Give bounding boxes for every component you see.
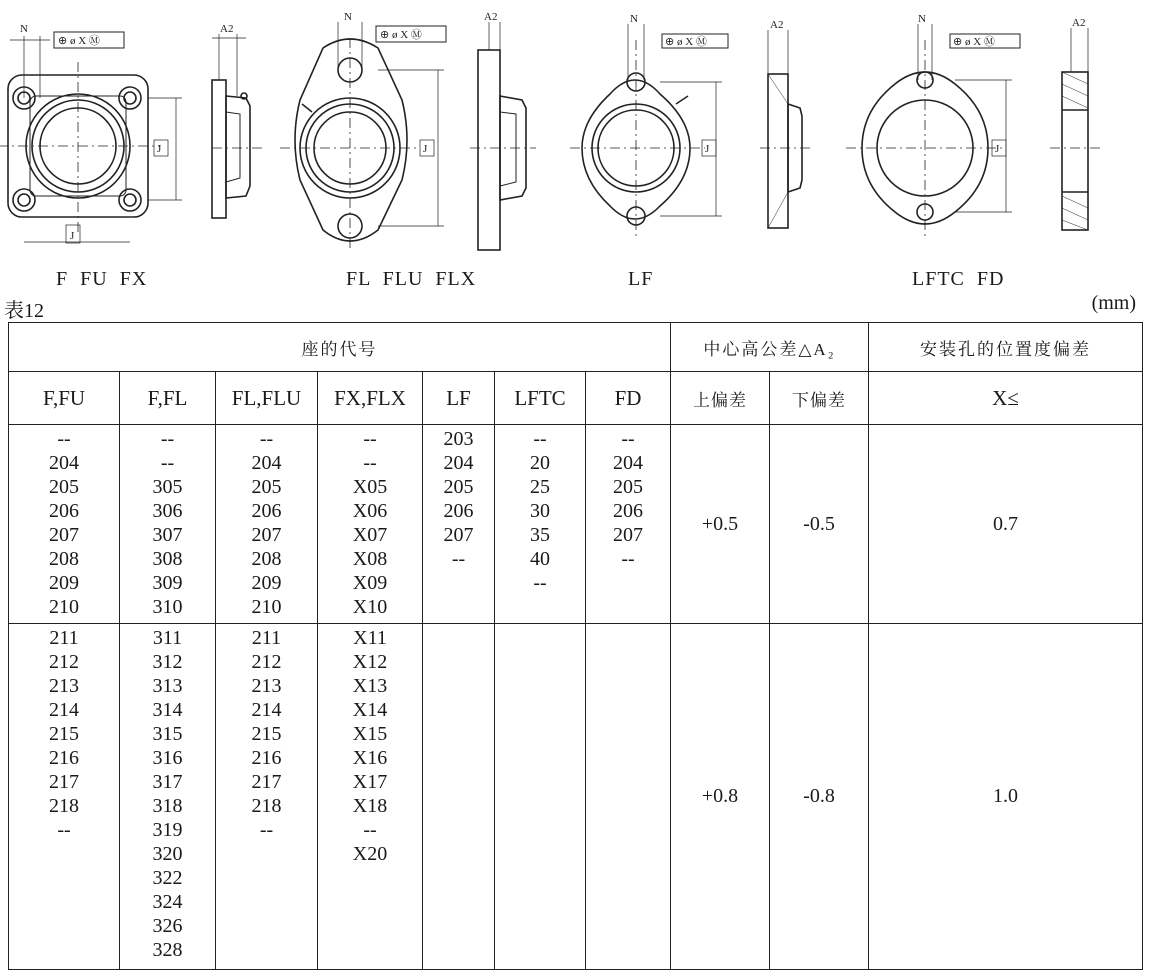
dim-j-label: J (423, 143, 428, 155)
code-cell (586, 624, 671, 970)
code-value: 214 (251, 699, 282, 721)
bearing-housing-drawings (0, 0, 1150, 265)
code-value: 311 (152, 627, 183, 649)
code-cell (586, 425, 671, 624)
code-value: 211 (49, 627, 79, 649)
code-value: X12 (352, 651, 388, 673)
code-value: 317 (152, 771, 183, 793)
code-value: X13 (352, 675, 388, 697)
code-cell (495, 425, 586, 624)
code-value: -- (533, 572, 547, 594)
code-value: X06 (352, 500, 388, 522)
tolerance-table (8, 322, 1143, 970)
dim-j-label: J (157, 143, 162, 155)
code-value: 206 (443, 500, 474, 522)
x-max-value: 1.0 (869, 624, 1143, 970)
code-value: 205 (613, 476, 643, 498)
dim-a2-label: A2 (484, 11, 498, 23)
code-value: 210 (251, 596, 282, 618)
code-value: 206 (49, 500, 79, 522)
oval-flange-front-view (280, 22, 446, 250)
code-value: 328 (152, 939, 183, 961)
code-value: 215 (49, 723, 79, 745)
code-value: X08 (352, 548, 388, 570)
code-value: 314 (152, 699, 183, 721)
header-hole-position-tolerance: 安装孔的位置度偏差 (869, 323, 1143, 372)
code-cell (120, 624, 216, 970)
dim-n-label: N (918, 13, 926, 25)
code-value: 324 (152, 891, 183, 913)
code-cell (216, 624, 318, 970)
dim-tolerance-frame: ⊕ ø X Ⓜ (953, 36, 995, 48)
dim-n-label: N (630, 13, 638, 25)
code-value: 210 (49, 596, 79, 618)
column-header: FX,FLX (318, 372, 423, 425)
code-value: X18 (352, 795, 388, 817)
code-value: 322 (152, 867, 183, 889)
dim-tolerance-frame: ⊕ ø X Ⓜ (380, 29, 422, 41)
code-cell (120, 425, 216, 624)
square-flange-front-view (0, 32, 182, 243)
code-cell (423, 624, 495, 970)
figure-label-f-fu-fx: F FU FX (56, 268, 148, 290)
header-upper-deviation: 上偏差 (671, 372, 770, 425)
code-value: 209 (251, 572, 282, 594)
table-number: 表12 (4, 300, 44, 322)
code-value: 217 (49, 771, 79, 793)
dim-a2-label: A2 (770, 19, 784, 31)
header-center-height-tolerance: 中心高公差△A₂ (671, 323, 869, 372)
code-value: -- (160, 452, 175, 474)
header-lower-deviation: 下偏差 (770, 372, 869, 425)
code-value: 306 (152, 500, 183, 522)
code-value: 320 (152, 843, 183, 865)
code-value: 207 (251, 524, 282, 546)
code-value: 20 (530, 452, 550, 474)
code-value: 209 (49, 572, 79, 594)
code-value: 318 (152, 795, 183, 817)
code-value: -- (259, 428, 274, 450)
code-value: 215 (251, 723, 282, 745)
unit-label: (mm) (1091, 292, 1136, 314)
column-header: F,FL (120, 372, 216, 425)
dim-n-label: N (20, 23, 28, 35)
code-value: 213 (49, 675, 79, 697)
code-value: 307 (152, 524, 183, 546)
code-value: 205 (443, 476, 474, 498)
code-value: -- (363, 819, 377, 841)
dim-a2-label: A2 (220, 23, 234, 35)
code-value: -- (57, 428, 71, 450)
code-cell (423, 425, 495, 624)
code-value: 316 (152, 747, 183, 769)
code-value: 207 (443, 524, 474, 546)
code-value: -- (621, 428, 635, 450)
code-cell (495, 624, 586, 970)
code-value: 218 (49, 795, 79, 817)
code-cell (216, 425, 318, 624)
code-value: 207 (613, 524, 643, 546)
lower-deviation-value: -0.5 (770, 425, 869, 624)
table-row (9, 624, 1143, 970)
code-value: 211 (251, 627, 282, 649)
code-value: -- (259, 819, 274, 841)
code-value: 205 (49, 476, 79, 498)
figure-label-lf: LF (628, 268, 654, 290)
code-value: X11 (353, 627, 387, 649)
code-value: 204 (49, 452, 79, 474)
column-header: LFTC (495, 372, 586, 425)
column-header: F,FU (9, 372, 120, 425)
lftc-fd-flange-front-view (846, 24, 1020, 238)
code-value: -- (533, 428, 547, 450)
column-header: FD (586, 372, 671, 425)
code-value: 308 (152, 548, 183, 570)
code-value: 208 (251, 548, 282, 570)
code-value: 25 (530, 476, 550, 498)
code-value: 214 (49, 699, 79, 721)
code-cell (318, 425, 423, 624)
code-value: X10 (352, 596, 388, 618)
header-x-max: X≤ (869, 372, 1143, 425)
code-value: X09 (352, 572, 388, 594)
dim-tolerance-frame: ⊕ ø X Ⓜ (58, 35, 100, 47)
code-value: 217 (251, 771, 282, 793)
code-value: 206 (251, 500, 282, 522)
code-value: X14 (352, 699, 388, 721)
dim-a2-label: A2 (1072, 17, 1086, 29)
code-value: 30 (530, 500, 550, 522)
upper-deviation-value: +0.5 (671, 425, 770, 624)
code-value: X07 (352, 524, 388, 546)
code-value: 203 (443, 428, 474, 450)
code-value: 205 (251, 476, 282, 498)
code-value: 206 (613, 500, 643, 522)
code-value: X20 (352, 843, 388, 865)
code-value: -- (451, 548, 466, 570)
code-value: 315 (152, 723, 183, 745)
dim-n-label: N (344, 11, 352, 23)
code-value: -- (621, 548, 635, 570)
header-housing-code: 座的代号 (9, 323, 671, 372)
code-value: 305 (152, 476, 183, 498)
dim-j-label: J (70, 230, 75, 242)
code-value: X15 (352, 723, 388, 745)
code-value: 216 (251, 747, 282, 769)
code-value: -- (363, 452, 377, 474)
code-value: 319 (152, 819, 183, 841)
code-value: X16 (352, 747, 388, 769)
code-value: 212 (251, 651, 282, 673)
code-value: -- (57, 819, 71, 841)
code-value: 204 (613, 452, 643, 474)
code-value: 326 (152, 915, 183, 937)
dim-tolerance-frame: ⊕ ø X Ⓜ (665, 36, 707, 48)
code-value: 204 (443, 452, 474, 474)
code-value: 313 (152, 675, 183, 697)
column-header: FL,FLU (216, 372, 318, 425)
lf-flange-front-view (570, 24, 728, 236)
square-flange-side-view (212, 34, 262, 218)
figure-label-fl-flu-flx: FL FLU FLX (346, 268, 477, 290)
code-value: 204 (251, 452, 282, 474)
oval-flange-side-view (470, 22, 536, 250)
x-max-value: 0.7 (869, 425, 1143, 624)
code-value: 40 (530, 548, 550, 570)
code-cell (9, 425, 120, 624)
code-value: 208 (49, 548, 79, 570)
code-value: 35 (530, 524, 550, 546)
figure-label-lftc-fd: LFTC FD (912, 268, 1005, 290)
code-value: 309 (152, 572, 183, 594)
code-value: X17 (352, 771, 388, 793)
upper-deviation-value: +0.8 (671, 624, 770, 970)
table-row (9, 425, 1143, 624)
code-value: 213 (251, 675, 282, 697)
code-value: 218 (251, 795, 282, 817)
code-value: 312 (152, 651, 183, 673)
dim-j-label: J (995, 143, 1000, 155)
code-value: 310 (152, 596, 183, 618)
code-value: 212 (49, 651, 79, 673)
code-value: -- (160, 428, 175, 450)
lftc-fd-flange-side-view (1050, 28, 1100, 230)
code-value: 216 (49, 747, 79, 769)
lower-deviation-value: -0.8 (770, 624, 869, 970)
code-cell (318, 624, 423, 970)
code-value: -- (363, 428, 377, 450)
lf-flange-side-view (760, 30, 812, 228)
code-value: X05 (352, 476, 388, 498)
column-header: LF (423, 372, 495, 425)
dim-j-label: J (705, 143, 710, 155)
code-value: 207 (49, 524, 79, 546)
code-cell (9, 624, 120, 970)
